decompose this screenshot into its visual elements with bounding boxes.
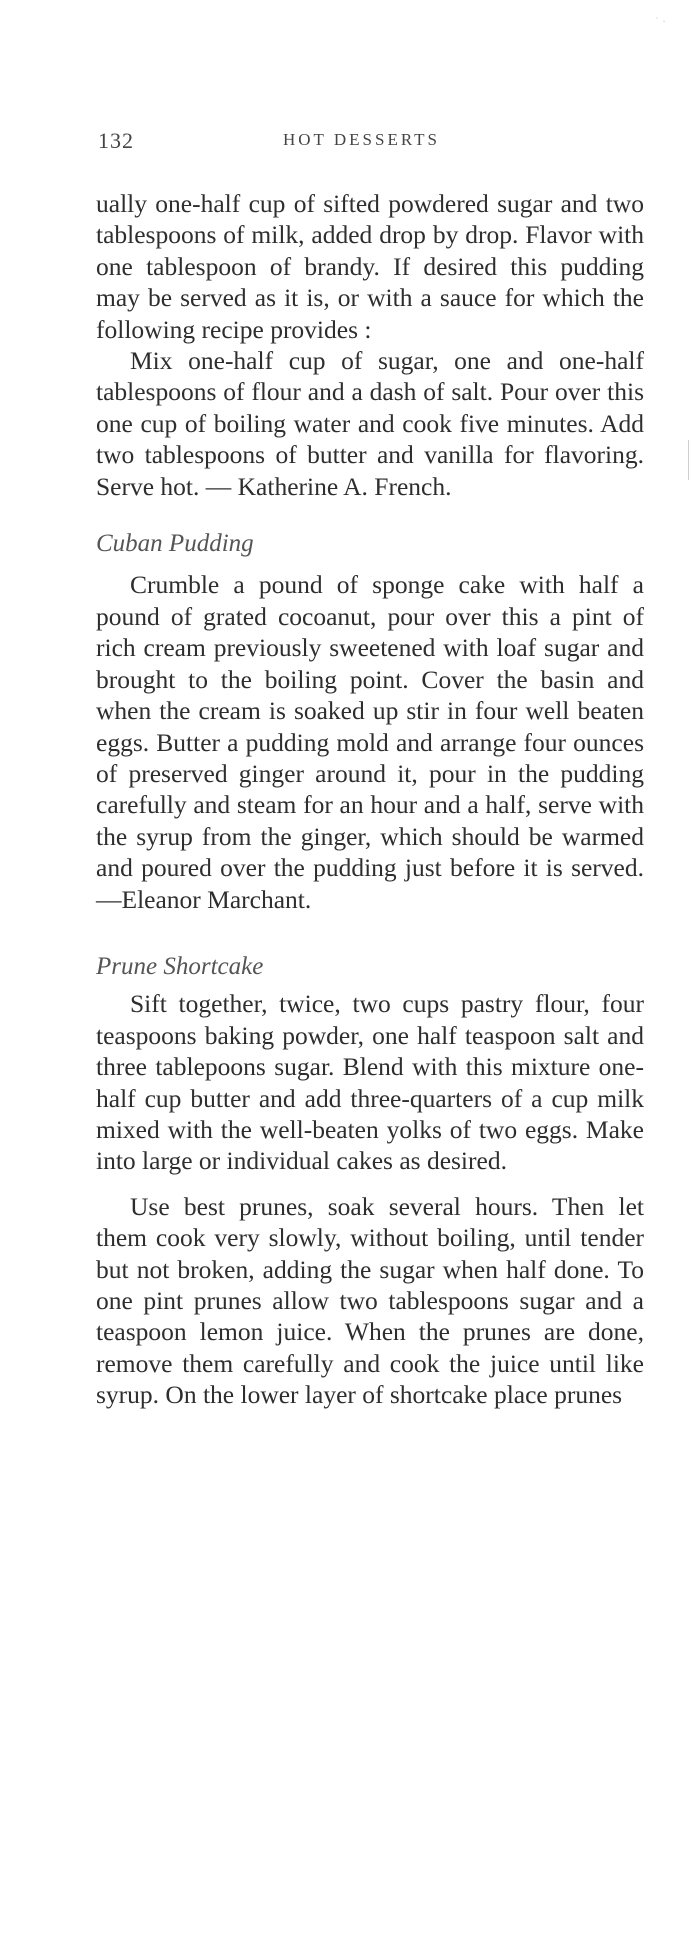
margin-rule [688,440,692,480]
corner-mark: ˙ · [655,14,666,28]
page-body [96,188,644,1411]
recipe-title-prune-shortcake: Prune Shortcake [96,952,264,980]
page-number: 132 [98,128,134,153]
prunes-paragraph: Use best prunes, soak several hours. Then let them cook very slowly, without boiling, until tender but not broken, adding the sugar when half done. To one pint prunes allow two tablespoons sugar and a teaspoon lemon juice. When the prunes are done, remove them carefully and cook the juice until like syrup. On the lower layer of shortcake place prunes [96,1191,644,1410]
shortcake-paragraph: Sift together, twice, two cups pastry flour, four teaspoons baking powder, one half teaspoon salt and three tablepoons sugar. Blend with this mixture one-half cup butter and add three-quarters of a cup milk mixed with the well-beaten yolks of two eggs. Make into large or individual cakes as desired. [96,989,644,1176]
continuation-paragraph: ually one-half cup of sifted powdered sugar and two tablespoons of milk, added drop by drop. Flavor with one tablespoon of brandy. If desired this pudding may be served as it is, or with a sauce for which the following recipe provides : [96,189,644,344]
cuban-pudding-paragraph: Crumble a pound of sponge cake with half a pound of grated cocoanut, pour over this a pint of rich cream previously sweetened with loaf sugar and brought to the boiling point. Cover the basin and when the cream is soaked up stir in four well beaten eggs. Butter a pudding mold and arrange four ounces of preserved ginger around it, pour in the pudding carefully and steam for an hour and a half, serve with the syrup from the ginger, which should be warmed and poured over the pudding just before it is served.—Eleanor Marchant. [96,570,644,914]
running-head: HOT DESSERTS [283,130,440,149]
sauce-paragraph: Mix one-half cup of sugar, one and one-half tablespoons of flour and a dash of salt. Pour over this one cup of boiling water and cook five minutes. Add two tablespoons of butter and vanilla for flavoring. Serve hot. — Katherine A. French. [96,346,644,501]
recipe-title-cuban-pudding: Cuban Pudding [96,530,254,558]
